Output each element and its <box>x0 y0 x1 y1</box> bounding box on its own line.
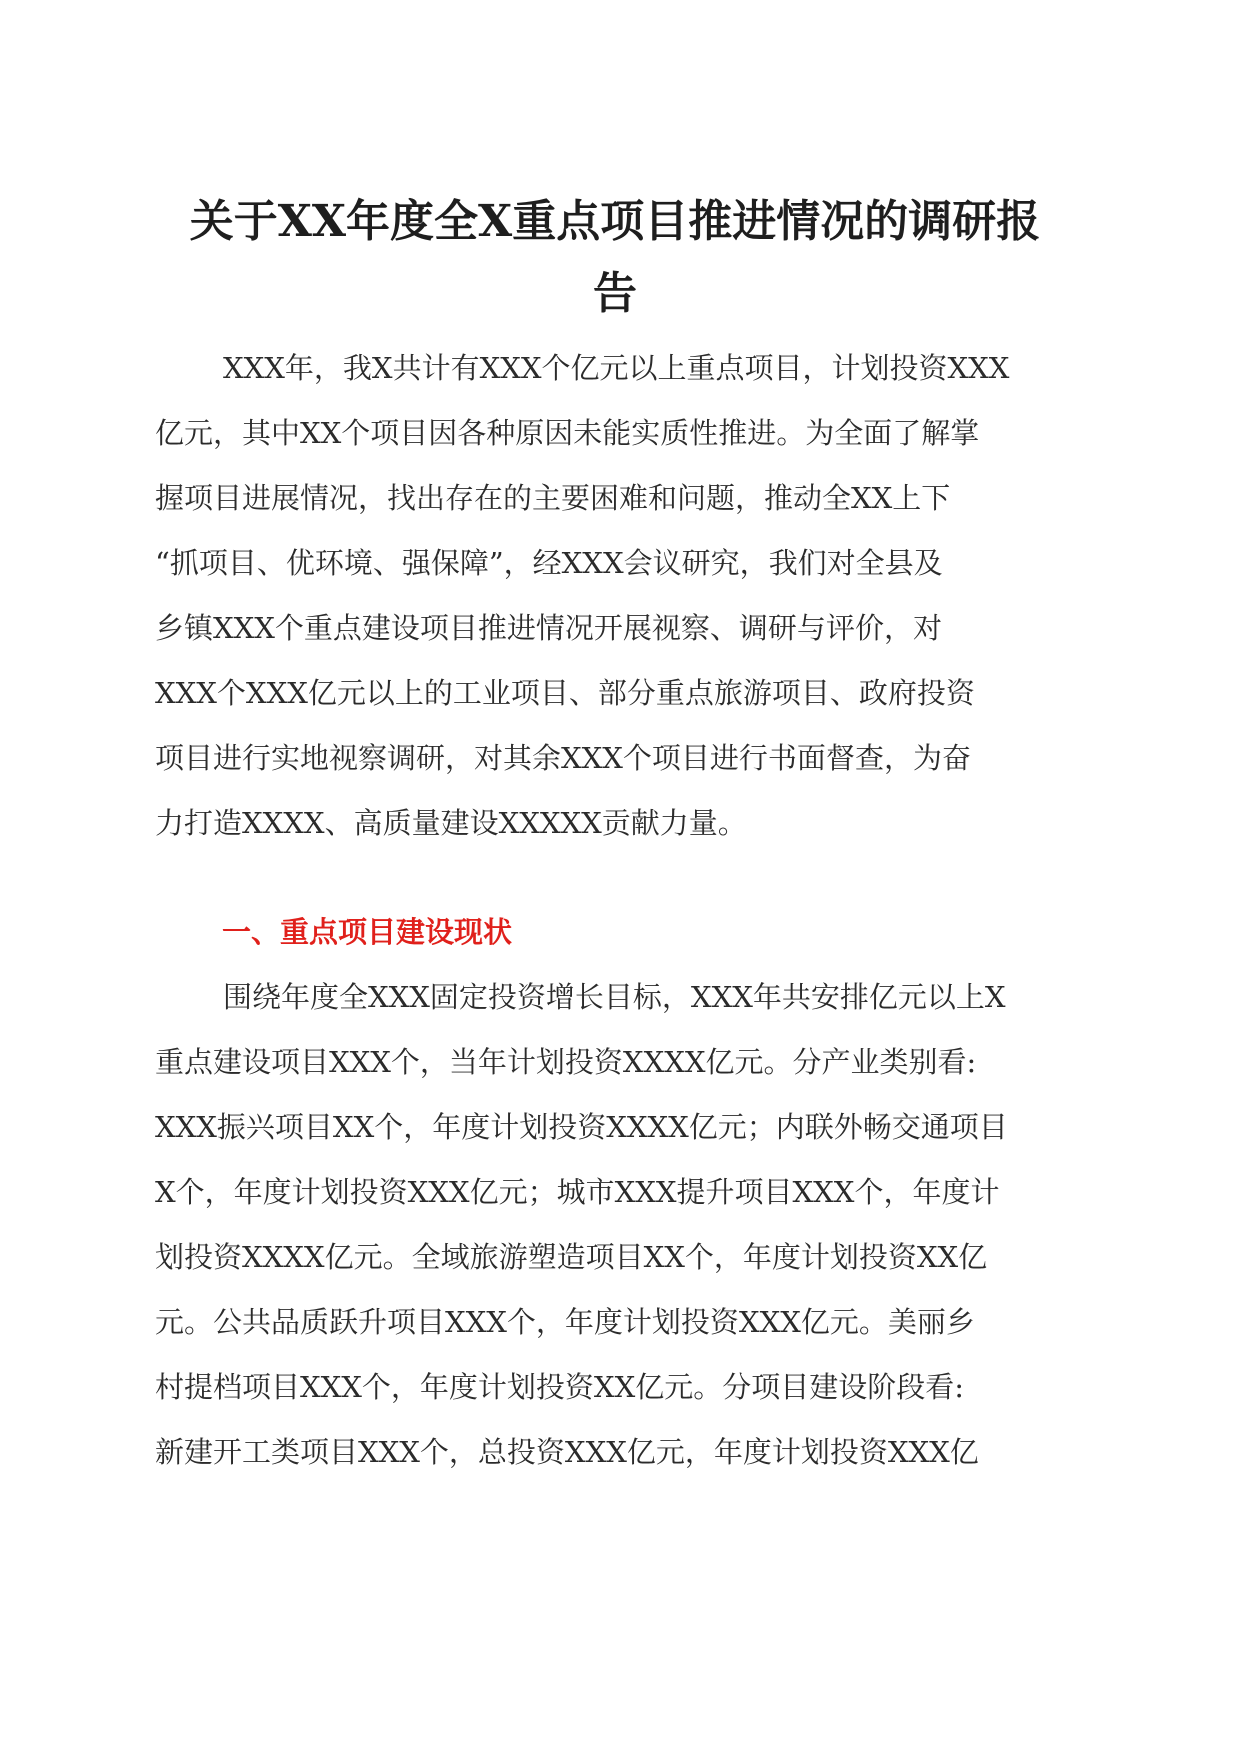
section-heading: 一、重点项目建设现状 <box>222 915 513 949</box>
text-line: 新建开工类项目XXX个，总投资XXX亿元，年度计划投资XXX亿 <box>155 1435 979 1469</box>
title-line-1: 关于XX年度全X重点项目推进情况的调研报 <box>189 196 1041 247</box>
text-line: 亿元，其中XX个项目因各种原因未能实质性推进。为全面了解掌 <box>155 416 980 450</box>
text-line: XXX振兴项目XX个，年度计划投资XXXX亿元；内联外畅交通项目 <box>155 1110 1008 1144</box>
text-line: “抓项目、优环境、强保障”，经XXX会议研究，我们对全县及 <box>155 546 943 580</box>
text-line: 握项目进展情况，找出存在的主要困难和问题，推动全XX上下 <box>155 481 951 515</box>
text-line: 村提档项目XXX个，年度计划投资XX亿元。分项目建设阶段看: <box>155 1370 964 1404</box>
document-title <box>150 186 1080 330</box>
text-line: 力打造XXXX、高质量建设XXXXX贡献力量。 <box>155 806 747 840</box>
text-line: XXX年，我X共计有XXX个亿元以上重点项目，计划投资XXX <box>223 351 1010 385</box>
intro-paragraph <box>155 336 1075 856</box>
text-line: 项目进行实地视察调研，对其余XXX个项目进行书面督查，为奋 <box>155 741 971 775</box>
text-line: 乡镇XXX个重点建设项目推进情况开展视察、调研与评价，对 <box>155 611 942 645</box>
text-line: X个，年度计划投资XXX亿元；城市XXX提升项目XXX个，年度计 <box>155 1175 1000 1209</box>
text-line: 划投资XXXX亿元。全域旅游塑造项目XX个，年度计划投资XX亿 <box>155 1240 988 1274</box>
title-line-2: 告 <box>593 268 637 319</box>
section1-paragraph <box>155 965 1075 1485</box>
text-line: 重点建设项目XXX个，当年计划投资XXXX亿元。分产业类别看: <box>155 1045 977 1079</box>
text-line: 围绕年度全XXX固定投资增长目标，XXX年共安排亿元以上X <box>223 980 1006 1014</box>
text-line: XXX个XXX亿元以上的工业项目、部分重点旅游项目、政府投资 <box>155 676 975 710</box>
text-line: 元。公共品质跃升项目XXX个，年度计划投资XXX亿元。美丽乡 <box>155 1305 975 1339</box>
